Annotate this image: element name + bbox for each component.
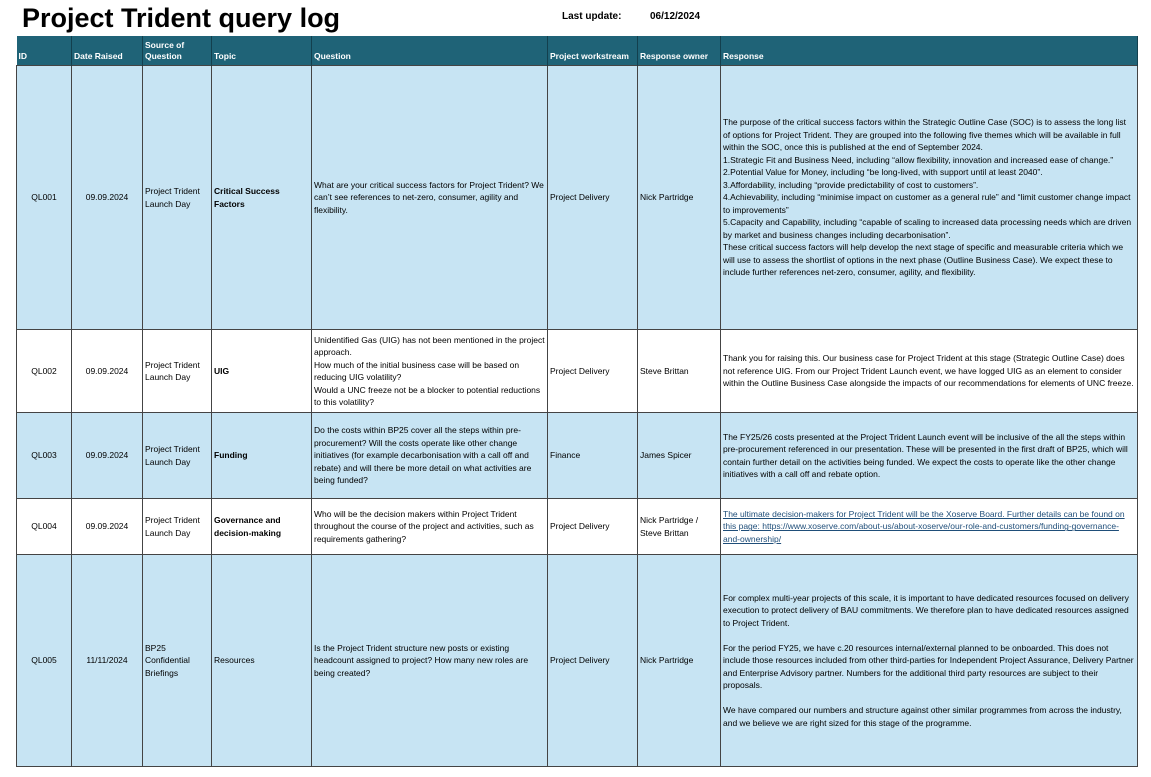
cell-date[interactable]: 09.09.2024 — [72, 499, 143, 555]
page-title: Project Trident query log — [22, 3, 341, 33]
response-paragraph: We have compared our numbers and structure against other similar programmes from across the industry, and we believe we are right sized for this stage of the programme. — [723, 705, 1122, 728]
table-row — [17, 413, 1138, 499]
column-header-id[interactable]: ID — [17, 36, 72, 66]
response-paragraph: The purpose of the critical success factors within the Strategic Outline Case (SOC) is to assess the long list of options for Project Trident. They are grouped into the following five themes which will be available in full within the SOC, once this is published at the end of September 2024. — [723, 117, 1126, 153]
response-paragraph: 5.Capacity and Capability, including “capable of scaling to increased data processing needs which are driven by market and business changes including decarbonisation”. — [723, 217, 1132, 240]
cell-question[interactable]: Do the costs within BP25 cover all the steps within pre-procurement? Will the costs operate like other change initiatives (for example decarbonisation with a call off and rebate) and will there be more detail on what activities are being funded? — [312, 413, 548, 499]
table-row — [17, 499, 1138, 555]
table-row — [17, 66, 1138, 330]
response-paragraph: These critical success factors will help develop the next stage of specific and measurable criteria which we will use to assess the shortlist of options in the next phase (Outline Business Case). We expect these to include further references net-zero, consumer, agility, and flexibility. — [723, 242, 1124, 278]
table-row — [17, 330, 1138, 413]
column-header-date-raised[interactable]: Date Raised — [72, 36, 143, 66]
cell-id[interactable]: QL003 — [17, 413, 72, 499]
cell-date[interactable]: 09.09.2024 — [72, 66, 143, 330]
cell-topic[interactable]: Critical Success Factors — [212, 66, 312, 330]
column-header-workstream[interactable]: Project workstream — [548, 36, 638, 66]
table-row — [17, 555, 1138, 767]
response-paragraph: 2.Potential Value for Money, including “be long-lived, with support until at least 2040”. — [723, 167, 1043, 178]
cell-response[interactable]: Thank you for raising this. Our business case for Project Trident at this stage (Strategic Outline Case) does not reference UIG. From our Project Trident Launch event, we have logged UIG as an element to consider within the Outline Business Case alongside the impacts of our recommendations for elements of UNC freeze. — [721, 330, 1138, 413]
paragraph-gap — [723, 629, 1134, 642]
cell-response-link[interactable]: The ultimate decision-makers for Project Trident will be the Xoserve Board. Further details can be found on this page: https://www.xoserve.com/about-us/about-xoserve/our-role-and-customers/funding-governance-and-ownership/ — [721, 499, 1138, 555]
cell-id[interactable]: QL001 — [17, 66, 72, 330]
paragraph-gap — [723, 692, 1134, 705]
cell-owner[interactable]: Steve Brittan — [638, 330, 721, 413]
cell-workstream[interactable]: Project Delivery — [548, 499, 638, 555]
column-header-source[interactable]: Source of Question — [143, 36, 212, 66]
cell-id[interactable]: QL004 — [17, 499, 72, 555]
cell-workstream[interactable]: Project Delivery — [548, 555, 638, 767]
cell-owner[interactable]: Nick Partridge / Steve Brittan — [638, 499, 721, 555]
response-paragraph: 1.Strategic Fit and Business Need, including “allow flexibility, innovation and increased ease of change.” — [723, 154, 1114, 165]
cell-id[interactable]: QL002 — [17, 330, 72, 413]
cell-question[interactable]: Who will be the decision makers within Project Trident throughout the course of the project and activities, such as requirements gathering? — [312, 499, 548, 555]
cell-workstream[interactable]: Project Delivery — [548, 66, 638, 330]
response-paragraph: 3.Affordability, including “provide predictability of cost to customers”. — [723, 179, 979, 190]
last-update-label: Last update: — [562, 11, 622, 22]
response-paragraph: For complex multi-year projects of this scale, it is important to have dedicated resources focused on delivery execution to protect delivery of BAU commitments. We therefore plan to have dedicated resources assigned to Project Trident. — [723, 592, 1129, 628]
response-paragraph: For the period FY25, we have c.20 resources internal/external planned to be onboarded. This does not include those resources included from other third-parties for Independent Project Assurance, Delivery Partner and Enterprise Advisory partner. Numbers for the additional third party resources are subject to their proposals. — [723, 642, 1134, 691]
column-header-topic[interactable]: Topic — [212, 36, 312, 66]
cell-response[interactable] — [721, 555, 1138, 767]
cell-response[interactable] — [721, 66, 1138, 330]
cell-id[interactable]: QL005 — [17, 555, 72, 767]
cell-date[interactable]: 09.09.2024 — [72, 413, 143, 499]
cell-question[interactable]: What are your critical success factors for Project Trident? We can’t see references to net-zero, consumer, agility and flexibility. — [312, 66, 548, 330]
question-line: Unidentified Gas (UIG) has not been mentioned in the project approach. — [314, 334, 545, 357]
last-update-value: 06/12/2024 — [650, 11, 701, 22]
cell-source[interactable]: Project Trident Launch Day — [143, 499, 212, 555]
cell-source[interactable]: BP25 Confidential Briefings — [143, 555, 212, 767]
cell-source[interactable]: Project Trident Launch Day — [143, 330, 212, 413]
cell-workstream[interactable]: Project Delivery — [548, 330, 638, 413]
cell-owner[interactable]: James Spicer — [638, 413, 721, 499]
query-log-table — [16, 36, 1138, 767]
response-paragraph: 4.Achievability, including “minimise impact on customer as a general rule” and “limit customer change impact to improvements” — [723, 192, 1131, 215]
cell-owner[interactable]: Nick Partridge — [638, 66, 721, 330]
cell-response[interactable]: The FY25/26 costs presented at the Project Trident Launch event will be inclusive of the all the steps within pre-procurement referenced in our presentation. These will be presented in the first draft of BP25, which will contain further detail on the activities being funded. We expect the costs to operate like the other change initiatives with a call off and rebate option. — [721, 413, 1138, 499]
column-header-question[interactable]: Question — [312, 36, 548, 66]
cell-source[interactable]: Project Trident Launch Day — [143, 66, 212, 330]
cell-workstream[interactable]: Finance — [548, 413, 638, 499]
cell-question[interactable] — [312, 330, 548, 413]
cell-date[interactable]: 09.09.2024 — [72, 330, 143, 413]
cell-owner[interactable]: Nick Partridge — [638, 555, 721, 767]
cell-question[interactable]: Is the Project Trident structure new posts or existing headcount assigned to project? How many new roles are being created? — [312, 555, 548, 767]
header-row — [17, 36, 1138, 66]
cell-topic[interactable]: Resources — [212, 555, 312, 767]
cell-date[interactable]: 11/11/2024 — [72, 555, 143, 767]
column-header-response[interactable]: Response — [721, 36, 1138, 66]
cell-topic[interactable]: Funding — [212, 413, 312, 499]
question-line: Would a UNC freeze not be a blocker to potential reductions to this volatility? — [314, 384, 541, 407]
cell-topic[interactable]: Governance and decision-making — [212, 499, 312, 555]
question-line: How much of the initial business case will be based on reducing UIG volatility? — [314, 359, 520, 382]
cell-topic[interactable]: UIG — [212, 330, 312, 413]
cell-source[interactable]: Project Trident Launch Day — [143, 413, 212, 499]
column-header-response-owner[interactable]: Response owner — [638, 36, 721, 66]
